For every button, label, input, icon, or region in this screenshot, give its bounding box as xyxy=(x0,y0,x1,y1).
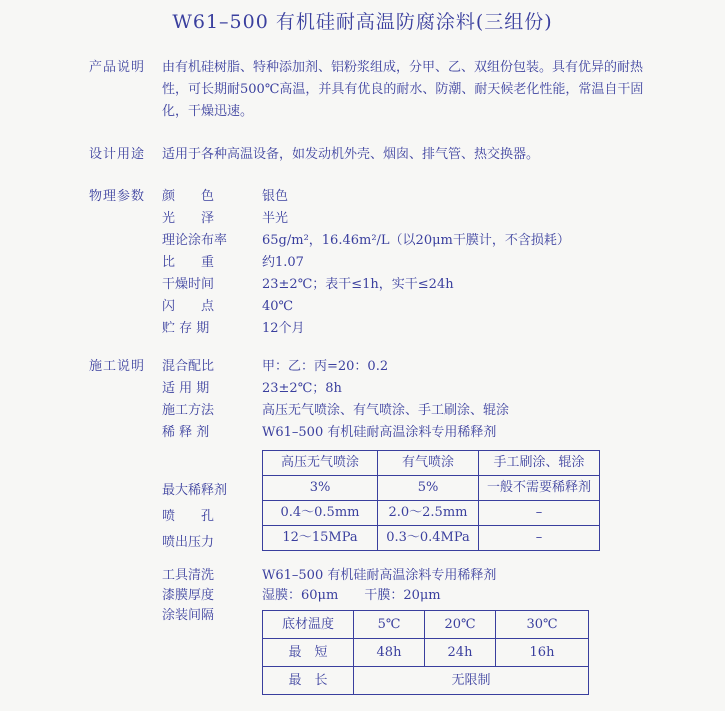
table-cell: 2.0～2.5mm xyxy=(378,501,479,526)
table-header-cell: 30℃ xyxy=(496,611,589,639)
table-row xyxy=(263,639,589,667)
param-key: 贮 存 期 xyxy=(162,321,210,336)
param-value: 23±2℃；表干≤1h，实干≤24h xyxy=(262,277,454,292)
table-cell: – xyxy=(479,501,600,526)
coating-interval-table xyxy=(262,610,589,695)
table-cell: 最 短 xyxy=(263,639,354,667)
app-value: W61–500 有机硅耐高温涂料专用稀释剂 xyxy=(262,568,497,583)
table-cell: 12～15MPa xyxy=(263,526,378,551)
param-value: 半光 xyxy=(262,211,289,226)
app-key: 混合配比 xyxy=(162,359,215,374)
app-key: 稀 释 剂 xyxy=(162,425,210,440)
table-header-cell: 20℃ xyxy=(425,611,496,639)
table-row xyxy=(263,476,600,501)
param-key: 比 重 xyxy=(162,255,215,270)
spray-method-table xyxy=(262,450,600,551)
table-cell: 3% xyxy=(263,476,378,501)
app-key: 漆膜厚度 xyxy=(162,588,215,603)
table-cell: 48h xyxy=(354,639,425,667)
table-row xyxy=(263,667,589,695)
table-cell: 5% xyxy=(378,476,479,501)
table-cell: 24h xyxy=(425,639,496,667)
section-label-physical: 物理参数 xyxy=(89,189,146,204)
app-value: W61–500 有机硅耐高温涂料专用稀释剂 xyxy=(262,425,497,440)
table-cell: 16h xyxy=(496,639,589,667)
table-cell: 无限制 xyxy=(354,667,589,695)
table-cell: – xyxy=(479,526,600,551)
param-value: 银色 xyxy=(262,189,289,204)
section-label-application: 施工说明 xyxy=(89,359,146,374)
param-value: 12个月 xyxy=(262,321,305,336)
table-header-cell: 高压无气喷涂 xyxy=(263,451,378,476)
app-value: 甲：乙：丙=20：0.2 xyxy=(262,359,389,374)
param-key: 干燥时间 xyxy=(162,277,215,292)
table-header-cell: 手工刷涂、辊涂 xyxy=(479,451,600,476)
table-header-cell: 有气喷涂 xyxy=(378,451,479,476)
app-key: 工具清洗 xyxy=(162,568,215,583)
app-key: 适 用 期 xyxy=(162,381,210,396)
usage-description: 适用于各种高温设备，如发动机外壳、烟囱、排气管、热交换器。 xyxy=(162,147,540,162)
app-value: 湿膜：60μm 干膜：20μm xyxy=(262,588,441,603)
table-cell: 最 长 xyxy=(263,667,354,695)
product-description: 由有机硅树脂、特种添加剂、铝粉浆组成，分甲、乙、双组份包装。具有优异的耐热性，可长期耐500℃高温，并具有优良的耐水、防潮、耐天候老化性能，常温自干固化，干燥迅速。 xyxy=(162,60,644,119)
app-key: 涂装间隔 xyxy=(162,608,215,623)
param-key: 光 泽 xyxy=(162,211,215,226)
app-key: 施工方法 xyxy=(162,403,215,418)
table-header-cell: 底材温度 xyxy=(263,611,354,639)
param-value: 65g/m²，16.46m²/L（以20μm干膜计，不含损耗） xyxy=(262,233,570,248)
param-value: 40℃ xyxy=(262,299,294,314)
table-header-cell: 5℃ xyxy=(354,611,425,639)
app-value: 高压无气喷涂、有气喷涂、手工刷涂、辊涂 xyxy=(262,403,510,418)
table-row xyxy=(263,501,600,526)
table-cell: 0.3～0.4MPa xyxy=(378,526,479,551)
app-value: 23±2℃；8h xyxy=(262,381,342,396)
param-key: 颜 色 xyxy=(162,189,215,204)
page-title: W61–500 有机硅耐高温防腐涂料(三组份) xyxy=(172,11,553,33)
section-label-usage: 设计用途 xyxy=(89,147,146,162)
table-cell: 一般不需要稀释剂 xyxy=(479,476,600,501)
table-header-row xyxy=(263,451,600,476)
table-row-label: 最大稀释剂 xyxy=(162,483,228,498)
param-key: 闪 点 xyxy=(162,299,215,314)
table-header-row xyxy=(263,611,589,639)
table-cell: 0.4～0.5mm xyxy=(263,501,378,526)
table-row-label: 喷 孔 xyxy=(162,509,215,524)
param-value: 约1.07 xyxy=(262,255,304,270)
table-row-label: 喷出压力 xyxy=(162,535,215,550)
section-label-product: 产品说明 xyxy=(89,60,146,75)
param-key: 理论涂布率 xyxy=(162,233,228,248)
table-row xyxy=(263,526,600,551)
